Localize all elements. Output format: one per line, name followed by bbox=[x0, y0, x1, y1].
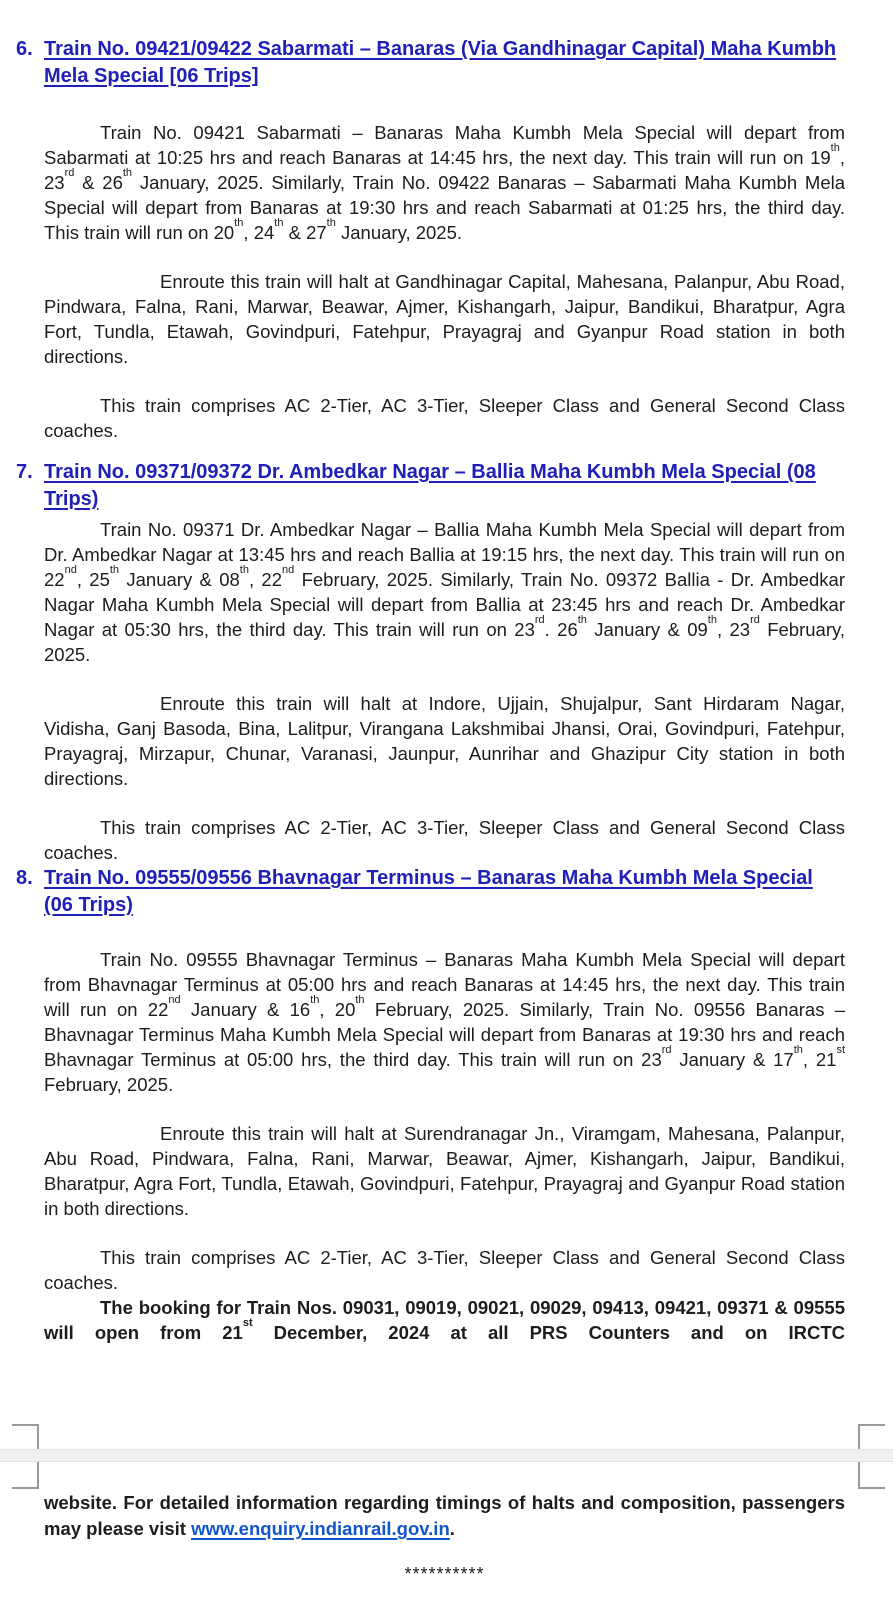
text-run: This train comprises AC 2-Tier, AC 3-Tier, Sleeper Class and General Second Class coaches. bbox=[44, 395, 845, 441]
paragraph bbox=[44, 815, 845, 865]
text-run: This train comprises AC 2-Tier, AC 3-Tier, Sleeper Class and General Second Class coaches. bbox=[44, 817, 845, 863]
ordinal-superscript: rd bbox=[661, 1043, 672, 1056]
train-section-6 bbox=[16, 36, 846, 443]
train-section-8 bbox=[16, 865, 846, 1295]
enquiry-link[interactable]: www.enquiry.indianrail.gov.in bbox=[191, 1518, 450, 1539]
text-run: February, 2025. bbox=[44, 1074, 174, 1095]
ordinal-superscript: st bbox=[242, 1316, 253, 1329]
booking-note bbox=[44, 1295, 845, 1345]
ordinal-superscript: th bbox=[310, 993, 320, 1006]
text-run: January & 16 bbox=[180, 999, 311, 1020]
section-heading-text: Train No. 09371/09372 Dr. Ambedkar Nagar – Ballia Maha Kumbh Mela Special (08 Trips) bbox=[44, 461, 816, 510]
text-run: website. For detailed information regarding timings of halts and composition, passengers may please visit bbox=[44, 1492, 845, 1539]
paragraph bbox=[44, 947, 845, 1097]
text-run: . 26 bbox=[544, 619, 578, 640]
ordinal-superscript: th bbox=[326, 216, 336, 229]
ordinal-superscript: th bbox=[355, 993, 365, 1006]
text-run: Enroute this train will halt at Surendranagar Jn., Viramgam, Mahesana, Palanpur, Abu Road, Pindwara, Falna, Rani, Marwar, Beawar, Ajmer, Kishangarh, Jaipur, Bandikui, Bharatpur, Agra Fort, Tundla, Etawah, Govindpuri, Fatehpur, Prayagraj and Gyanpur Road station in both directions. bbox=[44, 1123, 845, 1219]
ordinal-superscript: nd bbox=[64, 563, 77, 576]
text-run: January & 08 bbox=[119, 569, 240, 590]
paragraph bbox=[44, 691, 845, 791]
ordinal-superscript: th bbox=[122, 166, 133, 179]
page-corner-mark-bottom-right bbox=[858, 1424, 885, 1449]
text-run: Train No. 09371 Dr. Ambedkar Nagar – Ballia Maha Kumbh Mela Special will depart from Dr. Ambedkar Nagar at 13:45 hrs and reach Ballia at 19:15 hrs, the next day. This train will run on 22 bbox=[44, 519, 845, 590]
paragraph bbox=[44, 1490, 845, 1542]
text-run: Enroute this train will halt at Gandhinagar Capital, Mahesana, Palanpur, Abu Road, Pindwara, Falna, Rani, Marwar, Beawar, Ajmer, Kishangarh, Jaipur, Bandikui, Bharatpur, Agra Fort, Tundla, Etawah, Govindpuri, Fatehpur, Prayagraj and Gyanpur Road station in both directions. bbox=[44, 271, 845, 367]
text-run: January, 2025. bbox=[335, 222, 463, 243]
paragraph bbox=[44, 1245, 845, 1295]
page-corner-mark-top-right bbox=[858, 1462, 885, 1489]
section-heading-text: Train No. 09555/09556 Bhavnagar Terminus – Banaras Maha Kumbh Mela Special (06 Trips) bbox=[44, 867, 813, 916]
ordinal-superscript: st bbox=[836, 1043, 845, 1056]
text-run: , 24 bbox=[243, 222, 275, 243]
page-1-content bbox=[16, 36, 846, 1345]
text-run: Enroute this train will halt at Indore, Ujjain, Shujalpur, Sant Hirdaram Nagar, Vidisha, Ganj Basoda, Bina, Lalitpur, Virangana Lakshmibai Jhansi, Orai, Govindpuri, Fatehpur, Prayagraj, Mirzapur, Chunar, Varanasi, Jaunpur, Aunrihar and Ghazipur City station in both directions. bbox=[44, 693, 845, 789]
text-run: February, 2025. Similarly, Train No. 09556 Banaras – Bhavnagar Terminus Maha Kumbh Mela Special will depart from Banaras at 19:30 hrs and reach Bhavnagar Terminus at 05:00 hrs, the third day. This train will run on 23 bbox=[44, 999, 846, 1070]
ordinal-superscript: nd bbox=[168, 993, 181, 1006]
section-heading bbox=[16, 36, 845, 90]
text-run: . bbox=[449, 1518, 455, 1539]
footer-separator: ********** bbox=[404, 1564, 485, 1584]
ordinal-superscript: th bbox=[793, 1043, 803, 1056]
text-run: January, 2025. Similarly, Train No. 09422 Banaras – Sabarmati Maha Kumbh Mela Special will depart from Banaras at 19:30 hrs and reach Sabarmati at 01:25 hrs, the third day. This train will run on 20 bbox=[44, 172, 846, 243]
ordinal-superscript: th bbox=[234, 216, 244, 229]
text-run: January & 09 bbox=[586, 619, 708, 640]
section-number: 8. bbox=[16, 867, 33, 889]
text-run: , 23 bbox=[44, 147, 845, 193]
closing-note bbox=[44, 1490, 845, 1542]
text-run: February, 2025. Similarly, Train No. 09372 Ballia - Dr. Ambedkar Nagar Maha Kumbh Mela Special will depart from Ballia at 23:45 hrs and reach Dr. Ambedkar Nagar at 05:30 hrs, the third day. This train will run on 23 bbox=[44, 569, 845, 640]
text-run: The booking for Train Nos. 09031, 09019, 09021, 09029, 09413, 09421, 09371 & 09555 will open from 21 bbox=[44, 1297, 845, 1343]
page-2-content bbox=[44, 1490, 845, 1585]
text-run: & 27 bbox=[283, 222, 327, 243]
page-corner-mark-top-left bbox=[12, 1462, 39, 1489]
section-number: 7. bbox=[16, 461, 33, 483]
paragraph bbox=[44, 393, 845, 443]
section-heading bbox=[16, 865, 845, 919]
text-run: , 25 bbox=[76, 569, 110, 590]
text-run: , 21 bbox=[802, 1049, 837, 1070]
text-run: Train No. 09421 Sabarmati – Banaras Maha Kumbh Mela Special will depart from Sabarmati at 10:25 hrs and reach Banaras at 14:45 hrs, the next day. This train will run on 19 bbox=[44, 122, 845, 168]
train-section-7 bbox=[16, 459, 846, 865]
page-gap bbox=[0, 1449, 893, 1462]
ordinal-superscript: th bbox=[830, 141, 840, 154]
text-run: February, 2025. bbox=[44, 619, 846, 665]
section-heading bbox=[16, 459, 845, 513]
ordinal-superscript: nd bbox=[282, 563, 295, 576]
text-run: Train No. 09555 Bhavnagar Terminus – Banaras Maha Kumbh Mela Special will depart from Bhavnagar Terminus at 05:00 hrs and reach Banaras at 14:45 hrs, the next day. This train will run on 22 bbox=[44, 949, 845, 1020]
ordinal-superscript: th bbox=[577, 613, 587, 626]
paragraph bbox=[44, 1295, 845, 1345]
ordinal-superscript: rd bbox=[534, 613, 545, 626]
paragraph bbox=[44, 1121, 845, 1221]
ordinal-superscript: rd bbox=[750, 613, 760, 626]
train-sections-list bbox=[16, 36, 846, 1295]
ordinal-superscript: th bbox=[707, 613, 717, 626]
text-run: & 26 bbox=[74, 172, 123, 193]
section-number: 6. bbox=[16, 38, 33, 60]
ordinal-superscript: rd bbox=[64, 166, 75, 179]
text-run: January & 17 bbox=[671, 1049, 794, 1070]
section-heading-text: Train No. 09421/09422 Sabarmati – Banaras (Via Gandhinagar Capital) Maha Kumbh Mela Special [06 Trips] bbox=[44, 38, 837, 87]
ordinal-superscript: th bbox=[239, 563, 249, 576]
ordinal-superscript: th bbox=[109, 563, 120, 576]
page-corner-mark-bottom-left bbox=[12, 1424, 39, 1449]
paragraph bbox=[44, 120, 845, 245]
text-run: , 22 bbox=[248, 569, 283, 590]
text-run: This train comprises AC 2-Tier, AC 3-Tier, Sleeper Class and General Second Class coaches. bbox=[44, 1247, 845, 1293]
text-run: , 23 bbox=[716, 619, 751, 640]
text-run: , 20 bbox=[319, 999, 356, 1020]
paragraph bbox=[44, 517, 845, 667]
text-run: December, 2024 at all PRS Counters and on IRCTC bbox=[252, 1322, 845, 1343]
paragraph bbox=[44, 269, 845, 369]
ordinal-superscript: th bbox=[274, 216, 284, 229]
